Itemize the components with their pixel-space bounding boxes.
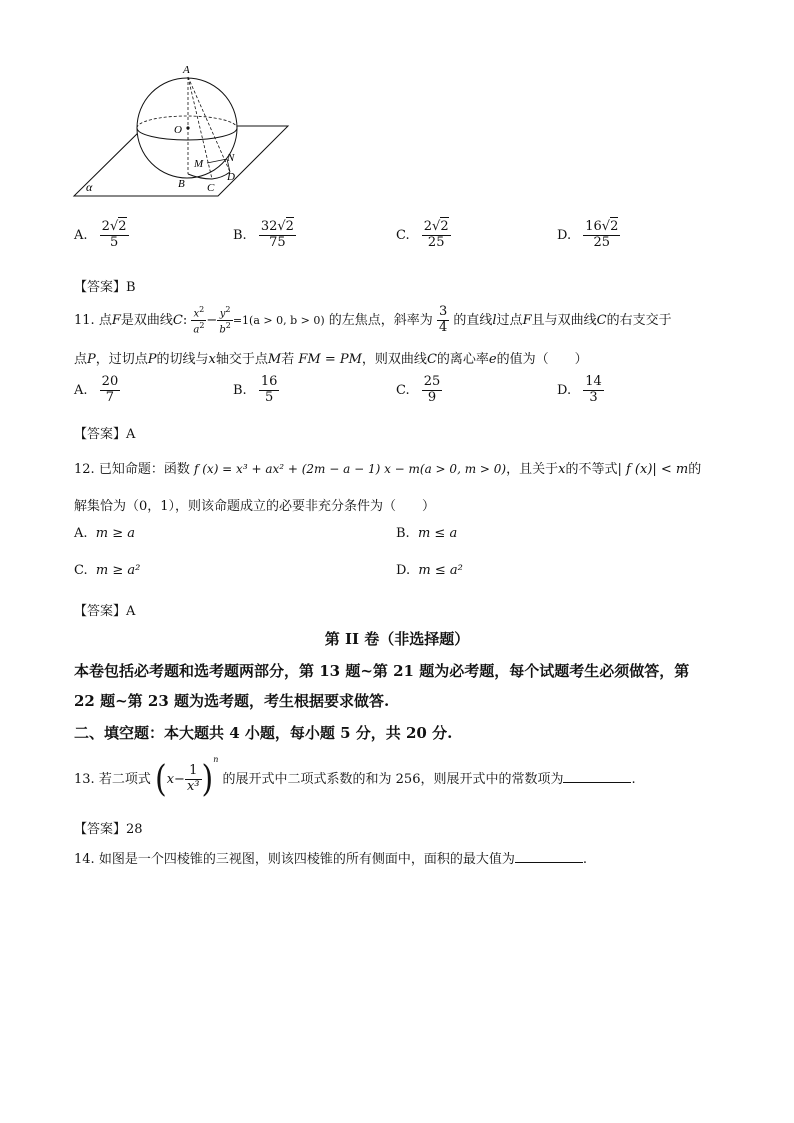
label-A: A	[183, 64, 190, 76]
q10-option-b[interactable]: B. $\frac{32√2}{75}$	[233, 219, 294, 250]
q14-answer-blank[interactable]	[515, 850, 583, 863]
q10-option-d-fraction: $\frac{16√2}{25}$	[585, 219, 619, 250]
q10-option-a-fraction: $\frac{2√2}{5}$	[101, 219, 127, 250]
label-O: O	[174, 124, 182, 136]
q12-option-b[interactable]: B. m ≤ a	[396, 526, 458, 541]
q10-option-a[interactable]: A. $\frac{2√2}{5}$	[74, 219, 127, 250]
q10-option-c[interactable]: C. $\frac{2√2}{25}$	[396, 219, 449, 250]
part2-title: 第 II 卷（非选择题）	[324, 630, 470, 648]
q10-option-c-fraction: $\frac{2√2}{25}$	[423, 219, 449, 250]
q11-option-c[interactable]: C. $\frac{25}{9}$	[396, 374, 441, 405]
q10-answer: 【答案】B	[74, 280, 136, 295]
q12-line-1: 12. 已知命题：函数 f (x) = x³ + ax² + (2m − a − 1) x − m(a > 0, m > 0)，且关于x的不等式| f (x)| < m的	[74, 462, 702, 477]
q10-option-d[interactable]: D. $\frac{16√2}{25}$	[557, 219, 619, 250]
q14-line: 14. 如图是一个四棱锥的三视图，则该四棱锥的所有侧面中，面积的最大值为 .	[74, 852, 587, 867]
label-B: B	[178, 178, 185, 190]
label-alpha: α	[86, 180, 93, 194]
part2-desc-line-2: 22 题~第 23 题为选考题，考生根据要求做答.	[74, 692, 390, 710]
q12-option-d[interactable]: D. m ≤ a²	[396, 563, 463, 578]
q11-option-d[interactable]: D. $\frac{14}{3}$	[557, 374, 602, 405]
label-N: N	[227, 152, 235, 164]
q12-line-2: 解集恰为（0，1），则该命题成立的必要非充分条件为（ ）	[74, 499, 436, 514]
q11-slope: $\frac{3}{4}$	[438, 304, 448, 335]
q11-answer: 【答案】A	[74, 427, 136, 442]
q11-line-2: 点P，过切点P的切线与x轴交于点M若 FM = PM，则双曲线C的离心率e的值为（ ）	[74, 352, 588, 367]
q11-option-a[interactable]: A. $\frac{20}{7}$	[74, 374, 119, 405]
q11-line-1: 11. 点F是双曲线C: $\frac{x^2}{a^2}$ − $\frac{y^2}{b^2}$ =1(a > 0, b > 0) 的左焦点，斜率为 $\frac{3}{4}$ 的直线l过点F且与双曲线C的右支交于	[74, 304, 672, 336]
q12-option-a[interactable]: A. m ≥ a	[74, 526, 136, 541]
q12-option-c[interactable]: C. m ≥ a²	[74, 563, 141, 578]
point-O	[186, 126, 189, 129]
q10-option-b-fraction: $\frac{32√2}{75}$	[260, 219, 294, 250]
section-heading: 二、填空题：本大题共 4 小题，每小题 5 分，共 20 分.	[74, 724, 453, 742]
q13-line: 13. 若二项式 (x− $\frac{1}{\text{x³}}$ )$^n$ 的展开式中二项式系数的和为 256，则展开式中的常数项为 .	[74, 754, 636, 801]
q11-option-b[interactable]: B. $\frac{16}{5}$	[233, 374, 278, 405]
q13-answer: 【答案】28	[74, 822, 143, 837]
q12-answer: 【答案】A	[74, 604, 136, 619]
sphere-plane-figure	[70, 60, 300, 200]
q13-answer-blank[interactable]	[563, 770, 631, 783]
part2-desc-line-1: 本卷包括必考题和选考题两部分，第 13 题~第 21 题为必考题，每个试题考生必须做答，第	[74, 662, 690, 680]
label-D: D	[227, 171, 235, 183]
label-M: M	[194, 158, 204, 170]
label-C: C	[207, 182, 215, 194]
